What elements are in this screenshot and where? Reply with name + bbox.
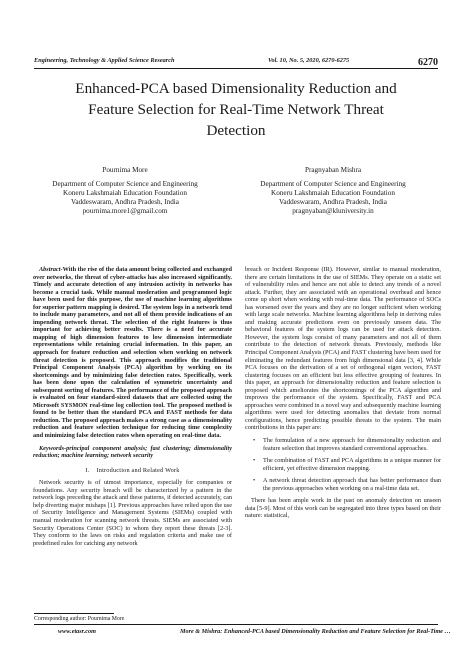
bullet-icon: •	[253, 477, 256, 485]
author-name: Pragnyaban Mishra	[304, 166, 362, 174]
author-organization: Koneru Lakshmaiah Education Foundation	[271, 189, 395, 197]
author-email: pragnyaban@kluniversity.in	[292, 207, 374, 215]
volume-info: Vol. 10, No. 5, 2020, 6270-6275	[268, 57, 350, 64]
list-item	[253, 437, 441, 452]
running-footer	[34, 627, 451, 637]
abstract-body: -With the rise of the data amount being collected and exchanged over networks, the threat of cyber-attacks has also increased significantly. Timely and accurate detection of any intrusion activity in networks has become a crucial task. While manual moderation and programmed logic have been used for this purpose, the use of machine learning algorithms for superior pattern mapping is desired. The system logs in a network tend to include many parameters, and not all of them provide indications of an impending network threat. The selection of the right features is thus important for achieving better results. There is a need for accurate mapping of high dimension features to low dimension intermediate representations while retaining crucial information. In this paper, an approach for feature reduction and selection when working on network threat detection is proposed. This approach modifies the traditional Principal Component Analysis (PCA) algorithm by working on its shortcomings and by minimizing false detection rates. Specifically, work has been done upon the calculation of symmetric uncertainty and subsequent sorting of features. The performance of the proposed approach is evaluated on four standard-sized datasets that are collected using the Microsoft SYSMON real-time log collection tool. The proposed method is found to be better than the standard PCA and FAST methods for data reduction. The proposed approach makes a strong case as a dimensionality reduction and feature selection technique for reducing time complexity and minimizing false detection rates when operating on real-time data.	[33, 266, 232, 440]
footer-website: www.etasr.com	[58, 628, 96, 635]
running-header	[34, 53, 438, 67]
body-paragraph: There has been ample work in the past on anomaly detection on unseen data [5-9]. Most of this work can be segregated into three types based on their nature: statistical,	[245, 497, 441, 520]
footer-citation: More & Mishra: Enhanced-PCA based Dimensionality Reduction and Feature Selection for Real-Time …	[180, 628, 451, 635]
footnote-divider	[34, 613, 114, 614]
left-column	[33, 266, 232, 547]
right-column	[245, 266, 441, 525]
abstract	[33, 266, 232, 440]
author-city: Vaddeswaram, Andhra Pradesh, India	[279, 198, 387, 206]
footer-divider	[34, 624, 438, 625]
author-block-2	[228, 166, 438, 216]
bullet-icon: •	[253, 437, 256, 445]
abstract-label: Abstract	[39, 266, 61, 273]
list-item-text: The formulation of a new approach for dimensionality reduction and feature selection that improves standard conventional approaches.	[263, 437, 441, 452]
list-item-text: The combination of FAST and PCA algorithms in a unique manner for efficient, yet effective dimension mapping.	[263, 457, 441, 472]
bullet-icon: •	[253, 457, 256, 465]
author-department: Department of Computer Science and Engineering	[260, 180, 406, 188]
title-line: Feature Selection for Real-Time Network Threat	[88, 101, 384, 118]
author-block-1	[20, 166, 230, 216]
journal-name: Engineering, Technology & Applied Science Research	[34, 57, 175, 64]
title-line: Enhanced-PCA based Dimensionality Reduction and	[75, 80, 397, 97]
page-number: 6270	[418, 57, 438, 68]
intro-paragraph: Network security is of utmost importance, especially for companies or foundations. Any security breach will be characterized by a pattern in the network logs preceding the attack and these patterns, if detected accurately, can help diverting major mishaps [1]. Previous approaches have relied upon the use of Security Intelligence and Management Systems (SIEMs) coupled with manual moderation for scanning network threats. SIEMs are associated with Security Operations Center (SOC) to whom they report these threats [2-3]. They conform to the laws on risks and regulation criteria and make use of predefined rules for catching any network	[33, 479, 232, 547]
list-item-text: A network threat detection approach that has better performance than the previous approaches when working on a real-time data set.	[263, 477, 441, 492]
contribution-list	[245, 437, 441, 492]
footnote: Corresponding author: Pournima More	[34, 616, 125, 622]
list-item	[253, 457, 441, 472]
title-line: Detection	[206, 122, 266, 139]
author-department: Department of Computer Science and Engineering	[52, 180, 198, 188]
paper-title	[34, 78, 438, 141]
author-city: Vaddeswaram, Andhra Pradesh, India	[71, 198, 179, 206]
author-email: pournima.more1@gmail.com	[82, 207, 168, 215]
body-paragraph: breach or Incident Response (IR). However, similar to manual moderation, there are certain limitations in the use of SIEMs. They operate on a static set of vulnerability rules and hence are not able to detect any trends of a novel attack. Further, they are associated with an operational overhead and hence come up short when working with real-time data. The performance of SOCs has worsened over the years and they are no longer sufficient when working with large scale networks. Machine learning algorithms help in deriving rules and making accurate predictions even on previously unseen data. The behavioral features of the system logs can be used for attack detection. However, the system logs consist of many parameters and not all of them contribute to the detection of network threats. Previously, methods like Principal Component Analysis (PCA) and FAST clustering have been used for eliminating the redundant features from high dimensional data [3, 4]. While PCA focuses on the derivation of a set of orthogonal eigen vectors, FAST clustering focuses on an efficient but less effective grouping of features. In this paper, an approach for dimensionality reduction and feature selection is proposed which ameliorates the shortcomings of the PCA algorithm and improves the performance of the system. Specifically, FAST and PCA approaches were combined in a novel way and subsequently machine learning algorithms were used for detecting anomalies that deviate from normal configurations, hence predicting possible threats to the system. The main contributions in this paper are:	[245, 266, 441, 432]
section-heading: I. Introduction and Related Work	[85, 466, 180, 474]
keywords: Keywords-principal component analysis; fast clustering; dimensionality reduction; machine learning; network security	[33, 444, 232, 460]
author-name: Pournima More	[102, 166, 148, 174]
author-organization: Koneru Lakshmaiah Education Foundation	[63, 189, 187, 197]
header-divider	[34, 68, 438, 69]
list-item	[253, 477, 441, 492]
